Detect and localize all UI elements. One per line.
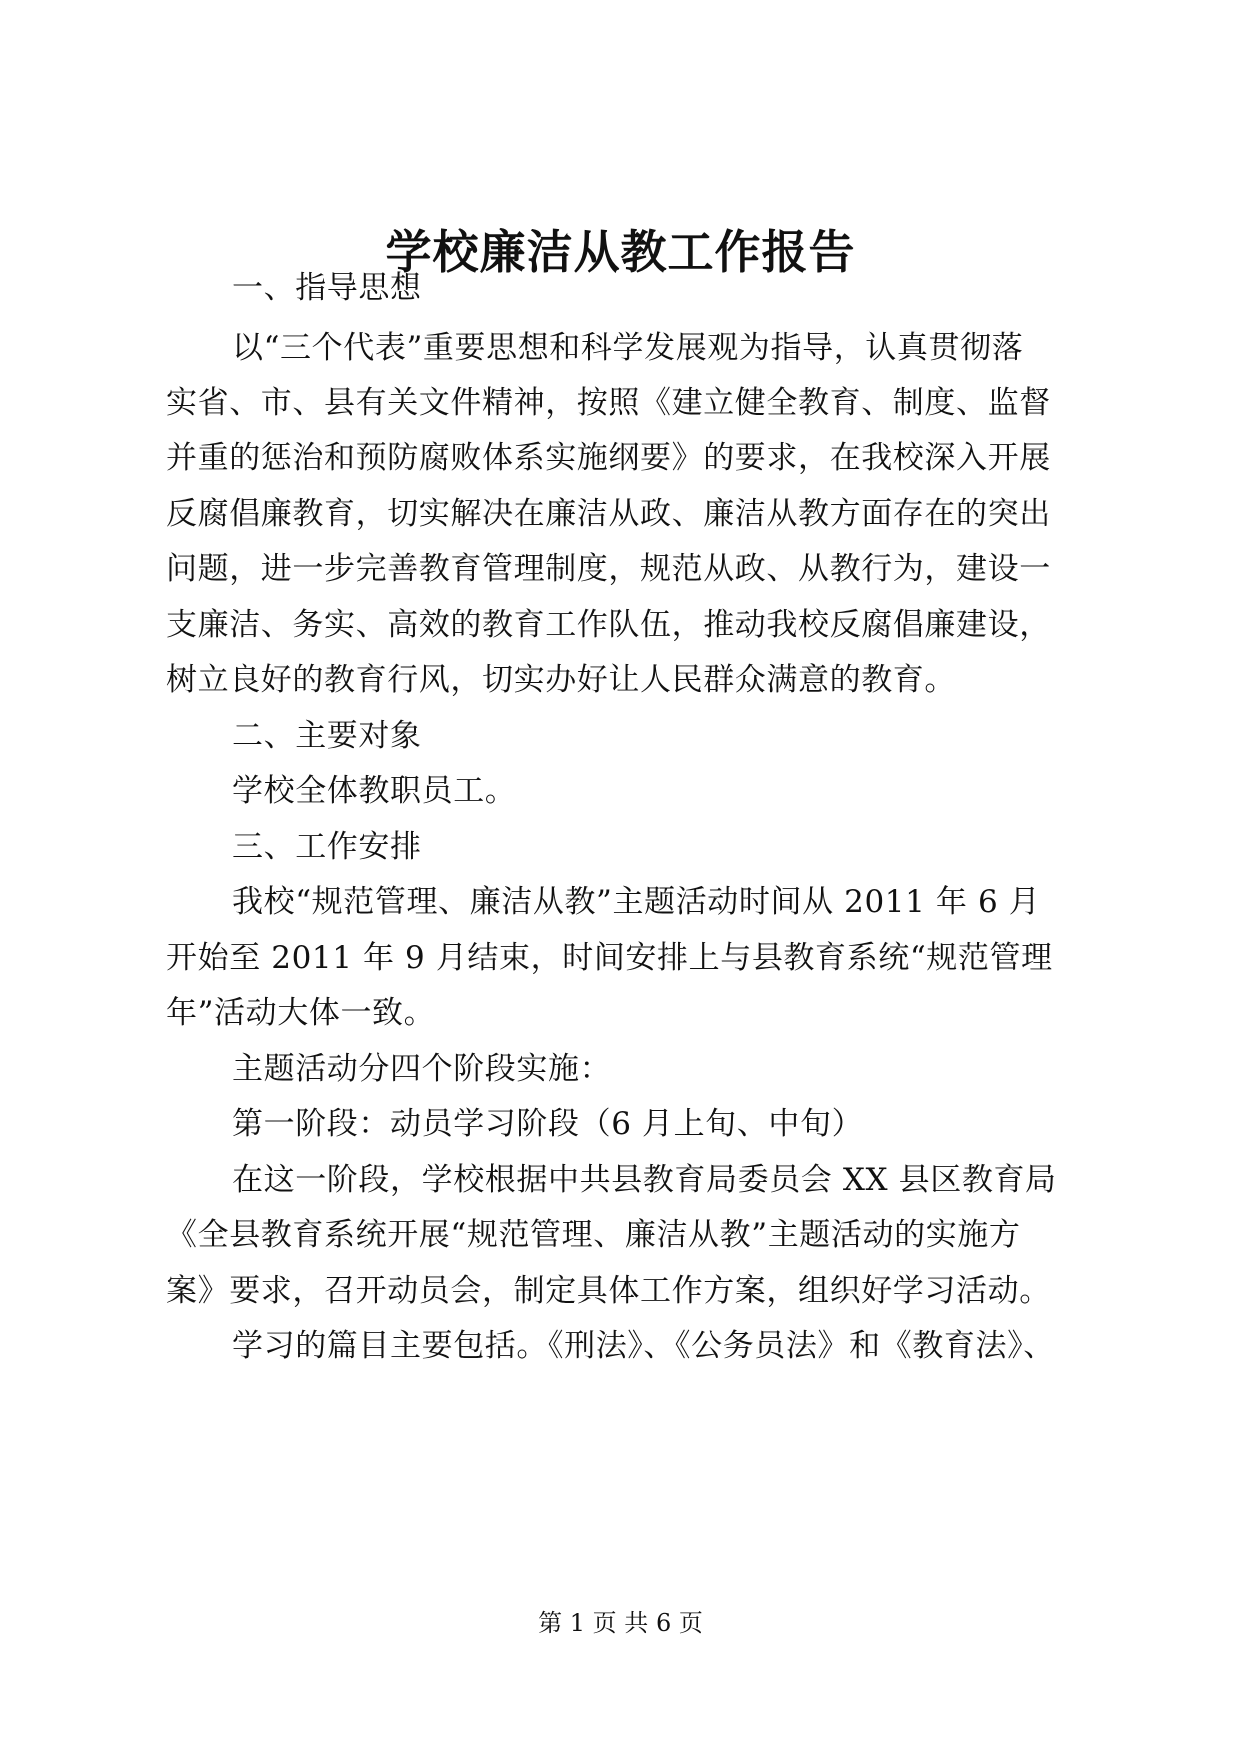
paragraph-line: 开始至 2011 年 9 月结束，时间安排上与县教育系统“规范管理 (166, 940, 1053, 976)
paragraph-line: 我校“规范管理、廉洁从教”主题活动时间从 2011 年 6 月 (232, 884, 1041, 920)
page-footer: 第 1 页 共 6 页 (538, 1609, 703, 1637)
paragraph-line: 学校全体教职员工。 (232, 773, 517, 809)
paragraph-line: 以“三个代表”重要思想和科学发展观为指导，认真贯彻落 (232, 330, 1024, 366)
section-heading-guiding-thought: 一、指导思想 (232, 270, 422, 306)
paragraph-line: 《全县教育系统开展“规范管理、廉洁从教”主题活动的实施方 (166, 1217, 1021, 1253)
paragraph-line: 支廉洁、务实、高效的教育工作队伍，推动我校反腐倡廉建设， (166, 607, 1051, 643)
section-heading-main-target: 二、主要对象 (232, 718, 422, 754)
stage-heading: 第一阶段：动员学习阶段（6 月上旬、中旬） (232, 1106, 864, 1142)
paragraph-line: 学习的篇目主要包括。《刑法》、《公务员法》和《教育法》、 (232, 1328, 1055, 1364)
paragraph-line: 实省、市、县有关文件精神，按照《建立健全教育、制度、监督 (166, 385, 1051, 421)
paragraph-line: 并重的惩治和预防腐败体系实施纲要》的要求，在我校深入开展 (166, 440, 1051, 476)
paragraph-line: 反腐倡廉教育，切实解决在廉洁从政、廉洁从教方面存在的突出 (166, 496, 1051, 532)
paragraph-line: 主题活动分四个阶段实施： (232, 1051, 612, 1087)
paragraph-line: 在这一阶段，学校根据中共县教育局委员会 XX 县区教育局 (232, 1162, 1057, 1198)
paragraph-line: 案》要求，召开动员会，制定具体工作方案，组织好学习活动。 (166, 1273, 1051, 1309)
paragraph-line: 树立良好的教育行风，切实办好让人民群众满意的教育。 (166, 662, 956, 698)
paragraph-line: 问题，进一步完善教育管理制度，规范从政、从教行为，建设一 (166, 551, 1051, 587)
paragraph-line: 年”活动大体一致。 (166, 995, 436, 1031)
section-heading-work-arrangement: 三、工作安排 (232, 829, 422, 865)
document-title: 学校廉洁从教工作报告 (385, 225, 856, 279)
